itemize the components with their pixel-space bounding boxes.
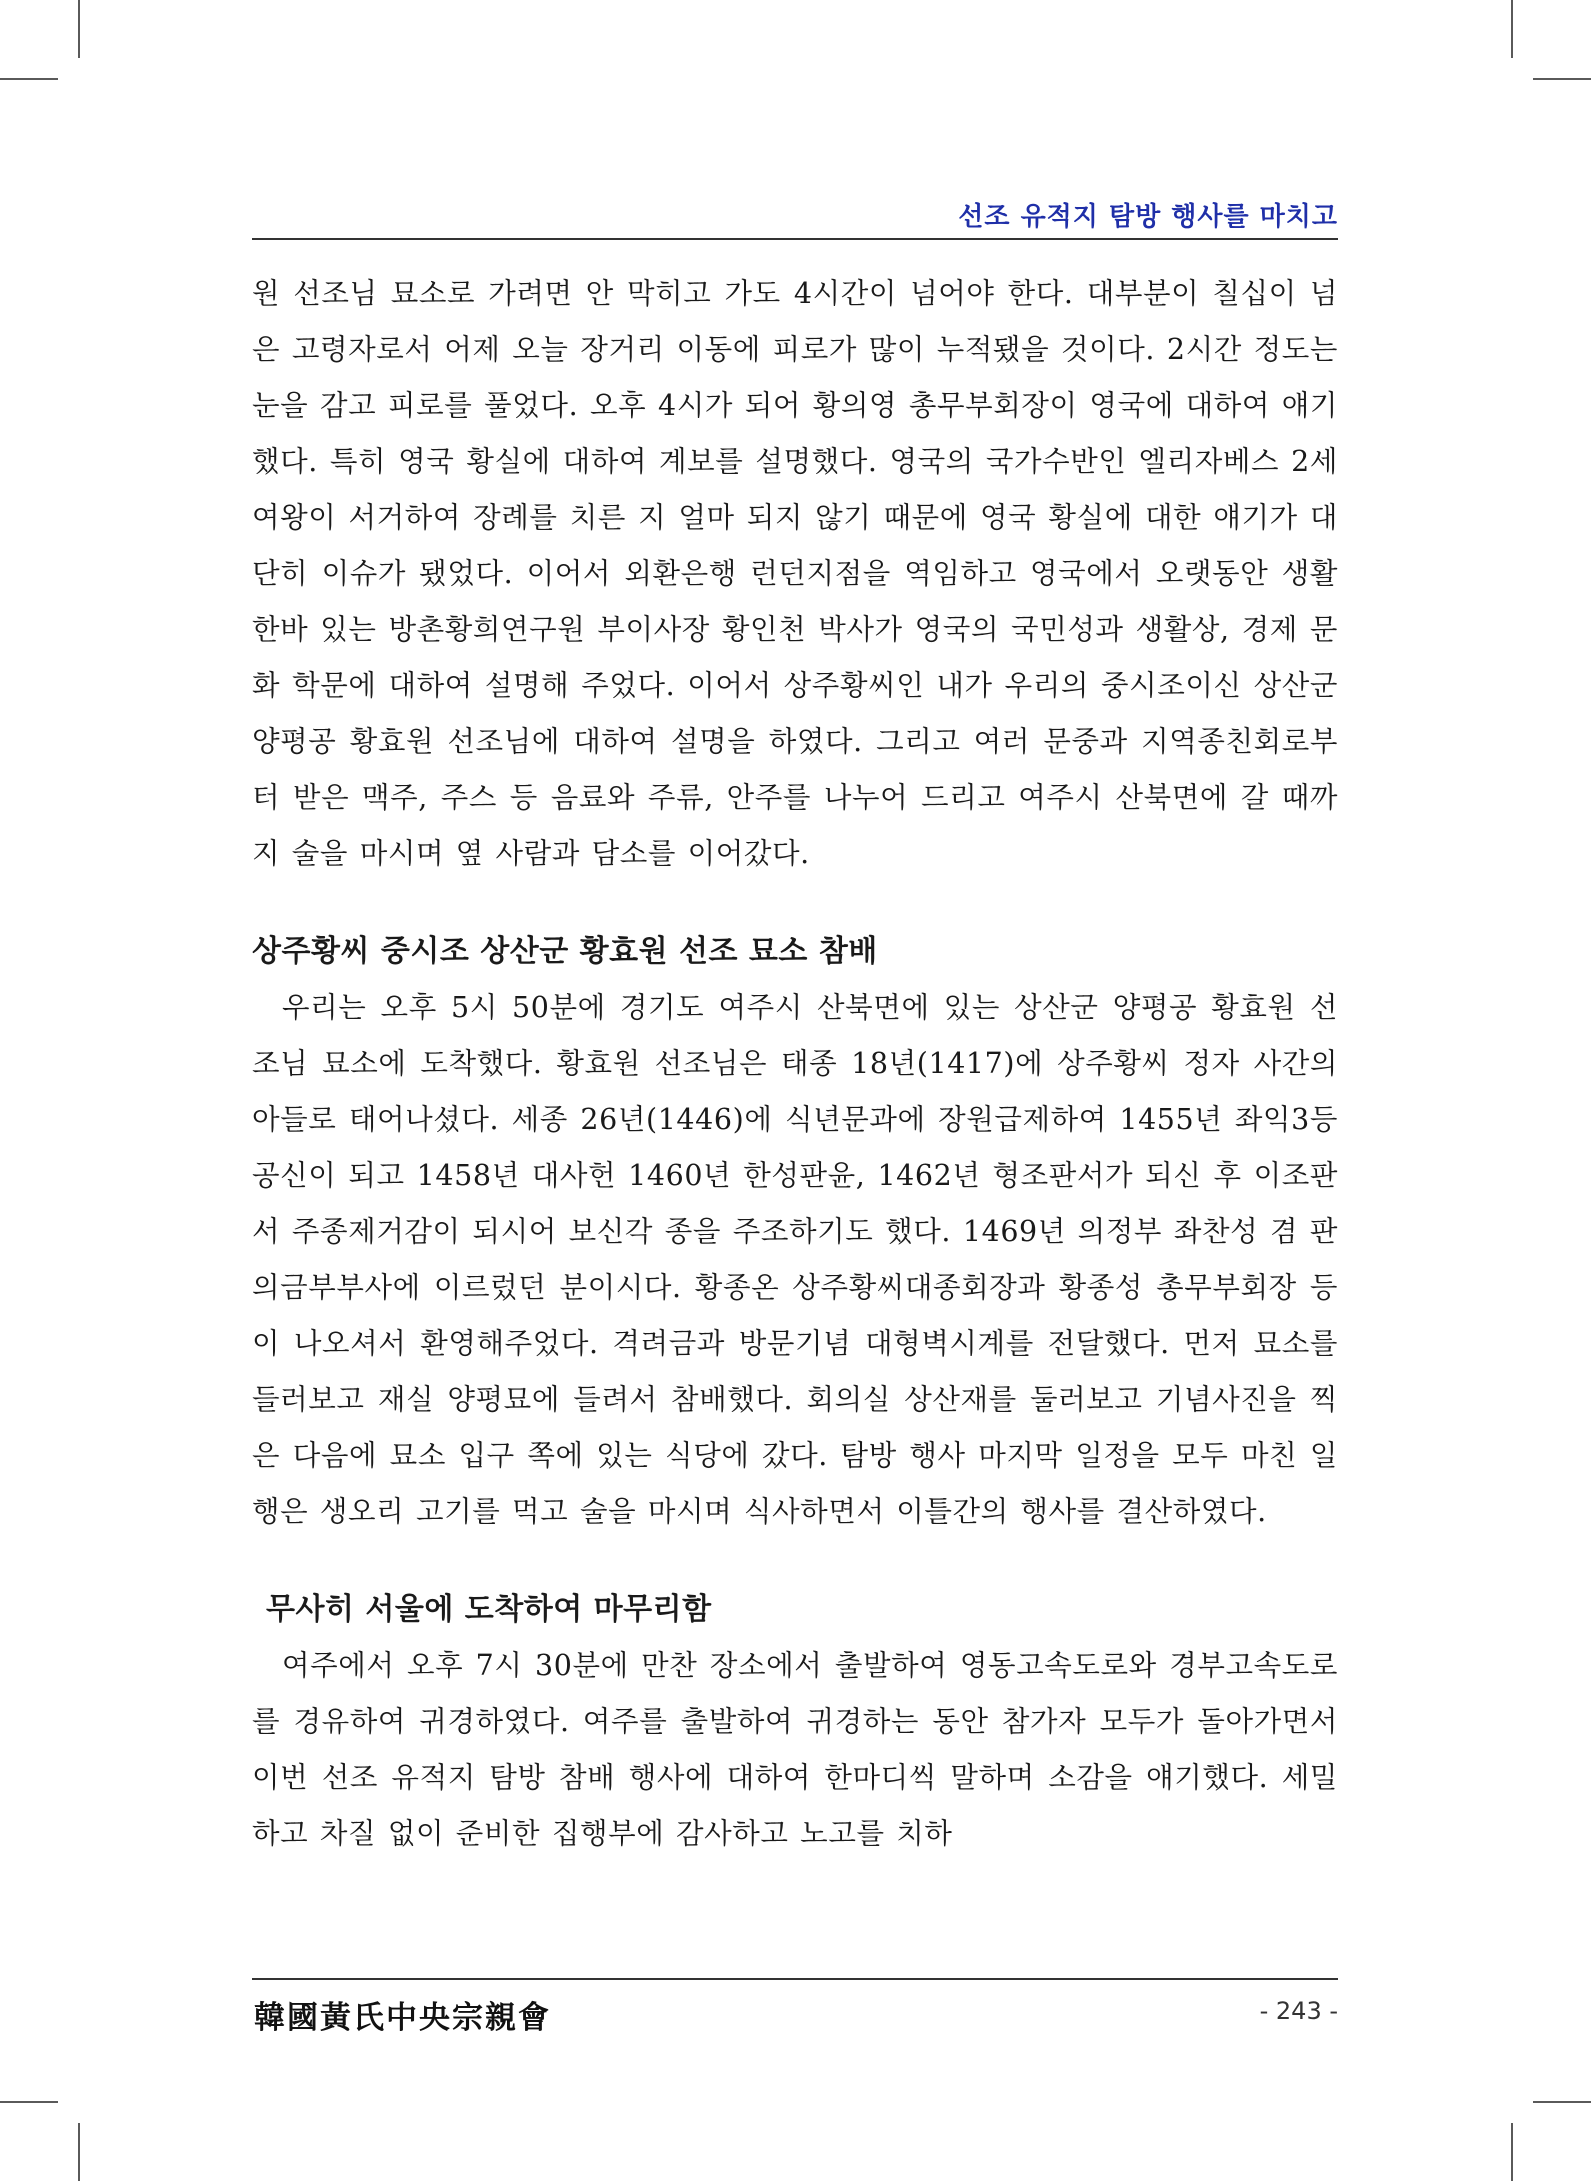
running-header-title: 선조 유적지 탐방 행사를 마치고 [958, 202, 1338, 232]
header-rule [252, 238, 1338, 240]
crop-mark [78, 2123, 80, 2181]
crop-mark [1511, 2123, 1513, 2181]
footer-logo-text: 韓國黃氏中央宗親會 [254, 2000, 551, 2036]
crop-mark [1533, 2101, 1591, 2103]
paragraph-return-seoul: 여주에서 오후 7시 30분에 만찬 장소에서 출발하여 영동고속도로와 경부고속도로를 경유하여 귀경하였다. 여주를 출발하여 귀경하는 동안 참가자 모두가 돌아가면서 이번 선조 유적지 탐방 참배 행사에 대하여 한마디씩 말하며 소감을 얘기했다. 세밀하고 차질 없이 준비한 집행부에 감사하고 노고를 치하 [252, 1649, 1338, 1850]
section-heading-return-seoul: 무사히 서울에 도착하여 마무리함 [266, 1592, 712, 1627]
page-body [252, 266, 1338, 1862]
crop-mark [78, 0, 80, 58]
crop-mark [0, 78, 58, 80]
paragraph-intro: 원 선조님 묘소로 가려면 안 막히고 가도 4시간이 넘어야 한다. 대부분이 칠십이 넘은 고령자로서 어제 오늘 장거리 이동에 피로가 많이 누적됐을 것이다. 2시간 정도는 눈을 감고 피로를 풀었다. 오후 4시가 되어 황의영 총무부회장이 영국에 대하여 얘기했다. 특히 영국 황실에 대하여 계보를 설명했다. 영국의 국가수반인 엘리자베스 2세 여왕이 서거하여 장례를 치른 지 얼마 되지 않기 때문에 영국 황실에 대한 얘기가 대단히 이슈가 됐었다. 이어서 외환은행 런던지점을 역임하고 영국에서 오랫동안 생활한바 있는 방촌황희연구원 부이사장 황인천 박사가 영국의 국민성과 생활상, 경제 문화 학문에 대하여 설명해 주었다. 이어서 상주황씨인 내가 우리의 중시조이신 상산군 양평공 황효원 선조님에 대하여 설명을 하였다. 그리고 여러 문중과 지역종친회로부터 받은 맥주, 주스 등 음료와 주류, 안주를 나누어 드리고 여주시 산북면에 갈 때까지 술을 마시며 옆 사람과 담소를 이어갔다. [252, 277, 1338, 870]
section-heading-tomb-visit: 상주황씨 중시조 상산군 황효원 선조 묘소 참배 [252, 934, 878, 969]
crop-mark [0, 2101, 58, 2103]
footer-rule [252, 1978, 1338, 1980]
crop-mark [1533, 78, 1591, 80]
crop-mark [1511, 0, 1513, 58]
paragraph-tomb-visit: 우리는 오후 5시 50분에 경기도 여주시 산북면에 있는 상산군 양평공 황효원 선조님 묘소에 도착했다. 황효원 선조님은 태종 18년(1417)에 상주황씨 정자 사간의 아들로 태어나셨다. 세종 26년(1446)에 식년문과에 장원급제하여 1455년 좌익3등 공신이 되고 1458년 대사헌 1460년 한성판윤, 1462년 형조판서가 되신 후 이조판서 주종제거감이 되시어 보신각 종을 주조하기도 했다. 1469년 의정부 좌찬성 겸 판의금부부사에 이르렀던 분이시다. 황종온 상주황씨대종회장과 황종성 총무부회장 등이 나오셔서 환영해주었다. 격려금과 방문기념 대형벽시계를 전달했다. 먼저 묘소를 들러보고 재실 양평묘에 들려서 참배했다. 회의실 상산재를 둘러보고 기념사진을 찍은 다음에 묘소 입구 쪽에 있는 식당에 갔다. 탐방 행사 마지막 일정을 모두 마친 일행은 생오리 고기를 먹고 술을 마시며 식사하면서 이틀간의 행사를 결산하였다. [252, 991, 1338, 1528]
page-number: - 243 - [1259, 1997, 1338, 2025]
